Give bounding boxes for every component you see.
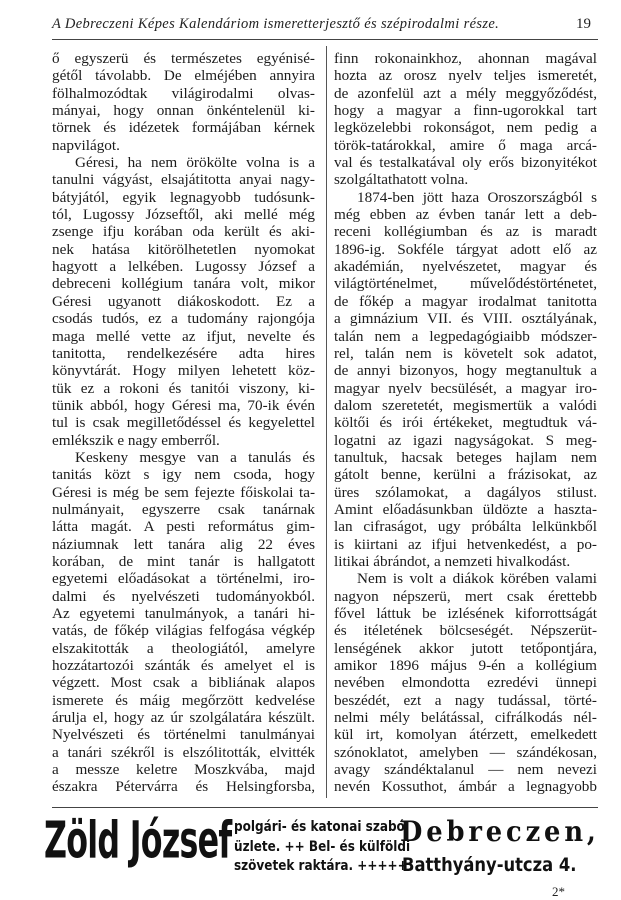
text-line: magyar nyelv becsülését, a magyar iro-	[334, 379, 597, 397]
text-line: látta magát. A pesti református gim-	[52, 518, 315, 536]
text-line: hozzátartozói szánták és amelyet el is	[52, 657, 315, 675]
text-line: talán nem a legpedagógiaibb módszer-	[334, 327, 597, 345]
text-line: Géresi, ha nem örökölte volna is a	[75, 154, 315, 172]
ad-description-line: szövetek raktára. +++++	[234, 858, 408, 874]
text-line: tanitotta, rendelkezésére adta hires	[52, 344, 315, 362]
text-line: tanultuk, hacsak beteges hajlam nem	[334, 448, 597, 466]
text-line: törnek és idézetek formájában kérnek	[52, 119, 315, 137]
text-line: fővel láttuk be izlésének kiforrottságát	[334, 605, 597, 622]
text-line: Géresi is még be sem fejezte főiskolai ta-	[52, 483, 315, 501]
text-line: gátolt benne, kerülni a frázisokat, az	[334, 466, 597, 484]
text-line: lenségének akkor jutott tetőpontjára,	[334, 639, 597, 657]
right-column	[334, 50, 597, 796]
column-divider	[326, 46, 327, 798]
left-column	[52, 50, 315, 796]
text-line: nagyon népszerü, mert csak érettebb	[334, 587, 597, 605]
text-line: dalom szeretetét, megismertük a valódi	[334, 396, 597, 414]
page-number: 19	[576, 16, 591, 32]
header-rule	[52, 39, 598, 40]
text-line: tük ez a rokoni és tanitói viszony, ki-	[52, 379, 315, 397]
text-line: Géresi ugyanott diákoskodott. Ez a	[52, 292, 315, 310]
text-line: avagy szándéktalanul — nem nevezi	[334, 761, 597, 779]
text-line: de főkép a magyar irodalmat tanitotta	[334, 292, 597, 310]
text-line: receni kollégiumban és az is maradt	[334, 223, 597, 241]
ad-description-line: üzlete. ++ Bel- és külföldi	[234, 838, 411, 855]
text-line: szónoklatot, amelyben — szándékosan,	[334, 743, 597, 761]
text-line: de azonfelül azt a mély meggyőződést,	[334, 84, 597, 102]
text-line: is kiirtani az ifjui hetvenkedést, a po-	[334, 535, 597, 553]
text-line: ismerete és máig megőrzött kedvelése	[52, 691, 315, 709]
text-line: nelmi mély belátással, cifrálkodás nél-	[334, 709, 597, 727]
text-line: finn rokonainkhoz, ahonnan magával	[334, 50, 597, 67]
text-line: elszakitották a theologiától, amelyre	[52, 639, 315, 657]
text-line: török-tatárokkal, amire ő maga arcá-	[334, 136, 597, 154]
text-line: de annyi bizonyos, hogy megtanultuk a	[334, 362, 597, 380]
text-line: maga mellé vette az ifjut, nevelte és	[52, 327, 315, 345]
text-line: akadémián, nyelvészetet, magyar és	[334, 258, 597, 276]
text-line: mányai, hogy onnan önkéntelenül ki-	[52, 102, 315, 120]
text-line: hozta az orosz nyelv teljes ismeretét,	[334, 67, 597, 85]
text-line: legközelebbi rokonságot, nem pedig a	[334, 119, 597, 137]
text-line: gétől távolabb. De elméjében annyira	[52, 67, 315, 85]
text-line: náziumnak lett tanára alig 22 éves	[52, 535, 315, 553]
text-line: vatás, de főkép világias felfogása végkép	[52, 622, 315, 640]
text-line: üres szólamokat, a dagályos stilust.	[334, 483, 597, 501]
text-line: debreceni kollégium tanára volt, mikor	[52, 275, 315, 293]
text-line: könyvtárát. Hogy milyen lehetett köz-	[52, 362, 315, 380]
text-line: fölhalmozódtak világirodalmi olvas-	[52, 84, 315, 102]
text-line: tanulni vágyást, elsajátitotta anyai nagy-	[52, 171, 315, 189]
text-line: Nyelvészeti és történelmi tanulmányai	[52, 726, 315, 744]
text-line: napvilágot.	[52, 136, 120, 154]
text-line: amikor 1896 május 9-én a kollégium	[334, 657, 597, 675]
text-line: még ebben az évben tanár lett a deb-	[334, 206, 597, 224]
running-header	[52, 16, 597, 36]
text-line: dalmi és nyelvészeti tudományokból.	[52, 587, 315, 605]
text-line: északra Pétervárra és Helsingforsba,	[52, 778, 315, 796]
text-line: nevén Kossuthot, ámbár a legnagyobb	[334, 778, 597, 796]
text-line: ő egyszerü és természetes egyénisé-	[52, 50, 315, 67]
text-line: szolgáltathatott volna.	[334, 171, 469, 189]
ad-merchant-name: Zöld József	[44, 811, 232, 871]
text-line: egyetemi előadásokat a történelmi, iro-	[52, 570, 315, 588]
footer-rule	[52, 807, 598, 808]
text-line: Keskeny mesgye van a tanulás és	[75, 448, 315, 466]
text-line: Nem is volt a diákok körében valami	[357, 570, 597, 588]
text-line: nek hatása kitörölhetetlen nyomokat	[52, 240, 315, 258]
advertisement	[44, 811, 600, 884]
signature-mark: 2*	[552, 884, 565, 899]
text-line: 1874-ben jött haza Oroszországból s	[357, 188, 597, 206]
ad-address: Batthyány-utcza 4.	[402, 854, 577, 876]
text-line: nevében elmondotta ezredévi ünnepi	[334, 674, 597, 692]
ad-city: Debreczen,	[400, 815, 600, 848]
text-line: világtörténelmet, művelődéstörténetet,	[334, 275, 597, 293]
text-line: tól, Lugossy Józseftől, aki mellé még	[52, 206, 315, 224]
text-line: korában, de mint tanár is hallgatott	[52, 552, 315, 570]
running-header-title: A Debreczeni Képes Kalendáriom ismeretterjesztő és szépirodalmi része.	[52, 16, 500, 32]
text-line: rel, talán nem is követelt sok adatot,	[334, 344, 597, 362]
text-line: végzett. Most csak a bibliának alapos	[52, 674, 315, 692]
text-line: a gimnázium VII. és VIII. osztályának,	[334, 310, 597, 328]
text-line: nulmányait, egyszerre csak tanárnak	[52, 500, 315, 518]
text-line: val és testalkatával oly erős bizonyitékot	[334, 154, 597, 172]
text-line: Az egyetemi tanulmányok, a tanári hi-	[52, 605, 315, 622]
text-line: Amint előadásunkban üldözte a haszta-	[334, 500, 597, 518]
text-line: lan cifraságot, ugy próbálta lelkünkből	[334, 518, 597, 536]
text-line: kül irt, komolyan átérzett, emelkedett	[334, 726, 597, 744]
text-line: logatni az igazi nagyságokat. S meg-	[334, 431, 597, 449]
text-line: bátyjától, egyik legnagyobb tudósunk-	[52, 188, 315, 206]
text-line: hagyott a lelkében. Lugossy József a	[52, 258, 315, 276]
text-line: árulja el, hogy az úr szolgálatára készült.	[52, 709, 315, 727]
text-line: a messze keletre Moszkvába, majd	[52, 761, 315, 779]
text-line: csodás tudós, ez a tudomány rajongója	[52, 310, 315, 328]
text-line: litikai ábrándot, a nemzeti hivalkodást.	[334, 552, 571, 570]
ad-description-line: polgári- és katonai szabó	[234, 819, 405, 835]
text-line: tul is csak megilletődéssel és kegyelettel	[52, 414, 315, 432]
text-line: költői és irói értékeket, megtudtuk vá-	[334, 414, 597, 432]
text-line: tanitás közt s igy nem csoda, hogy	[52, 466, 315, 484]
text-line: hogy a magyar a finn-ugorokkal tart	[334, 102, 597, 120]
text-line: zsenge ifju korában oda került és aki-	[52, 223, 315, 241]
text-line: a tanári székről is elszólitották, elvitték	[52, 743, 315, 761]
ad-description	[234, 818, 410, 877]
text-line: tünik abból, hogy Géresi ma, 70-ik évén	[52, 396, 315, 414]
text-line: beszédét, ezt a nagy tudással, törté-	[334, 691, 597, 709]
text-line: emlékszik e nagy emberről.	[52, 431, 220, 449]
text-line: 1896-ig. Sokféle tárgyat adott elő az	[334, 240, 597, 258]
text-line: és itéletének bölcseségét. Népszerüt-	[334, 622, 597, 640]
